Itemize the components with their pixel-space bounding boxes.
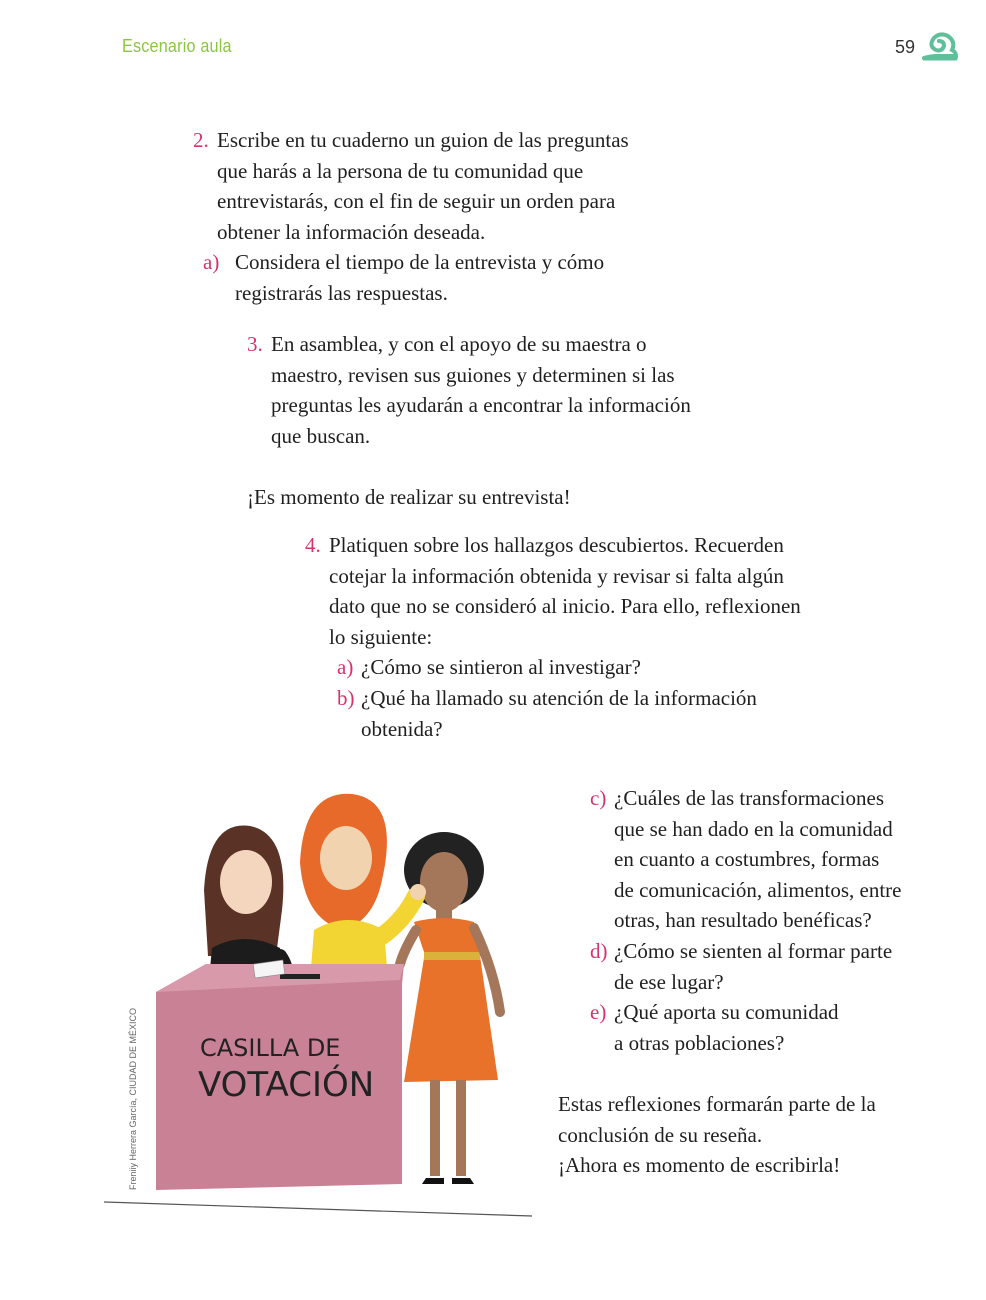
item-4-line: cotejar la información obtenida y revisar si falta algún — [329, 563, 784, 588]
item-4c-line: que se han dado en la comunidad — [614, 816, 893, 841]
item-2a-line: registrarás las respuestas. — [235, 280, 448, 305]
voting-booth-illustration — [104, 780, 534, 1220]
illustration-credit: Freniiy Herrera García, CIUDAD DE MÉXICO — [128, 1007, 138, 1190]
item-2a-line: Considera el tiempo de la entrevista y cómo — [235, 250, 605, 275]
item-4d-line: ¿Cómo se sienten al formar parte — [614, 938, 893, 963]
interview-prompt-text: ¡Es momento de realizar su entrevista! — [247, 485, 571, 509]
page-number: 59 — [895, 37, 916, 57]
item-4e-line: a otras poblaciones? — [614, 1030, 785, 1055]
item-3-number: 3. — [247, 332, 263, 356]
item-4c-label: c) — [590, 786, 607, 810]
item-2a-label: a) — [203, 250, 220, 275]
item-4e-label: e) — [590, 1000, 607, 1025]
item-4b-line: obtenida? — [361, 716, 443, 741]
item-4c-line: ¿Cuáles de las transformaciones — [614, 786, 884, 810]
closing-line: conclusión de su reseña. — [558, 1122, 763, 1147]
item-3-line: que buscan. — [271, 423, 371, 448]
item-4c-line: en cuanto a costumbres, formas — [614, 847, 880, 872]
item-3-line: preguntas les ayudarán a encontrar la información — [271, 393, 691, 418]
closing-line: Estas reflexiones formarán parte de la — [558, 1092, 876, 1116]
item-4b-label: b) — [337, 685, 355, 710]
item-2-line: Escribe en tu cuaderno un guion de las preguntas — [217, 128, 629, 152]
item-3-line: En asamblea, y con el apoyo de su maestra o — [271, 332, 647, 356]
item-4-number: 4. — [305, 533, 321, 557]
interview-prompt — [247, 482, 747, 513]
snail-icon — [922, 30, 958, 62]
item-4-line: lo siguiente: — [329, 624, 433, 649]
item-3-line: maestro, revisen sus guiones y determinen si las — [271, 362, 675, 387]
item-4 — [305, 530, 865, 744]
item-4d-line: de ese lugar? — [614, 969, 724, 994]
item-2-line: obtener la información deseada. — [217, 219, 486, 244]
item-4c-line: de comunicación, alimentos, entre — [614, 877, 902, 902]
item-3 — [247, 329, 767, 451]
item-2 — [193, 125, 713, 309]
ballot-box-text-line1: CASILLA DE — [200, 1034, 341, 1062]
item-4d-label: d) — [590, 938, 608, 963]
item-4-line: Platiquen sobre los hallazgos descubiertos. Recuerden — [329, 533, 784, 557]
item-4a-line: ¿Cómo se sintieron al investigar? — [361, 655, 641, 680]
item-4a-label: a) — [337, 655, 354, 680]
item-4b-line: ¿Qué ha llamado su atención de la información — [361, 685, 757, 710]
item-2-number: 2. — [193, 128, 209, 152]
ballot-box — [156, 960, 404, 1190]
section-title: Escenario aula — [122, 36, 232, 56]
item-2-line: que harás a la persona de tu comunidad que — [217, 158, 584, 183]
item-4c-line: otras, han resultado benéficas? — [614, 908, 872, 933]
item-2-line: entrevistarás, con el fin de seguir un orden para — [217, 189, 616, 214]
item-4-line: dato que no se consideró al inicio. Para ello, reflexionen — [329, 594, 801, 619]
item-4e-line: ¿Qué aporta su comunidad — [614, 1000, 839, 1025]
item-4-continued — [590, 783, 930, 1058]
closing-text — [558, 1089, 938, 1181]
ballot-box-text-line2: VOTACIÓN — [198, 1065, 375, 1105]
closing-line: ¡Ahora es momento de escribirla! — [558, 1153, 841, 1178]
